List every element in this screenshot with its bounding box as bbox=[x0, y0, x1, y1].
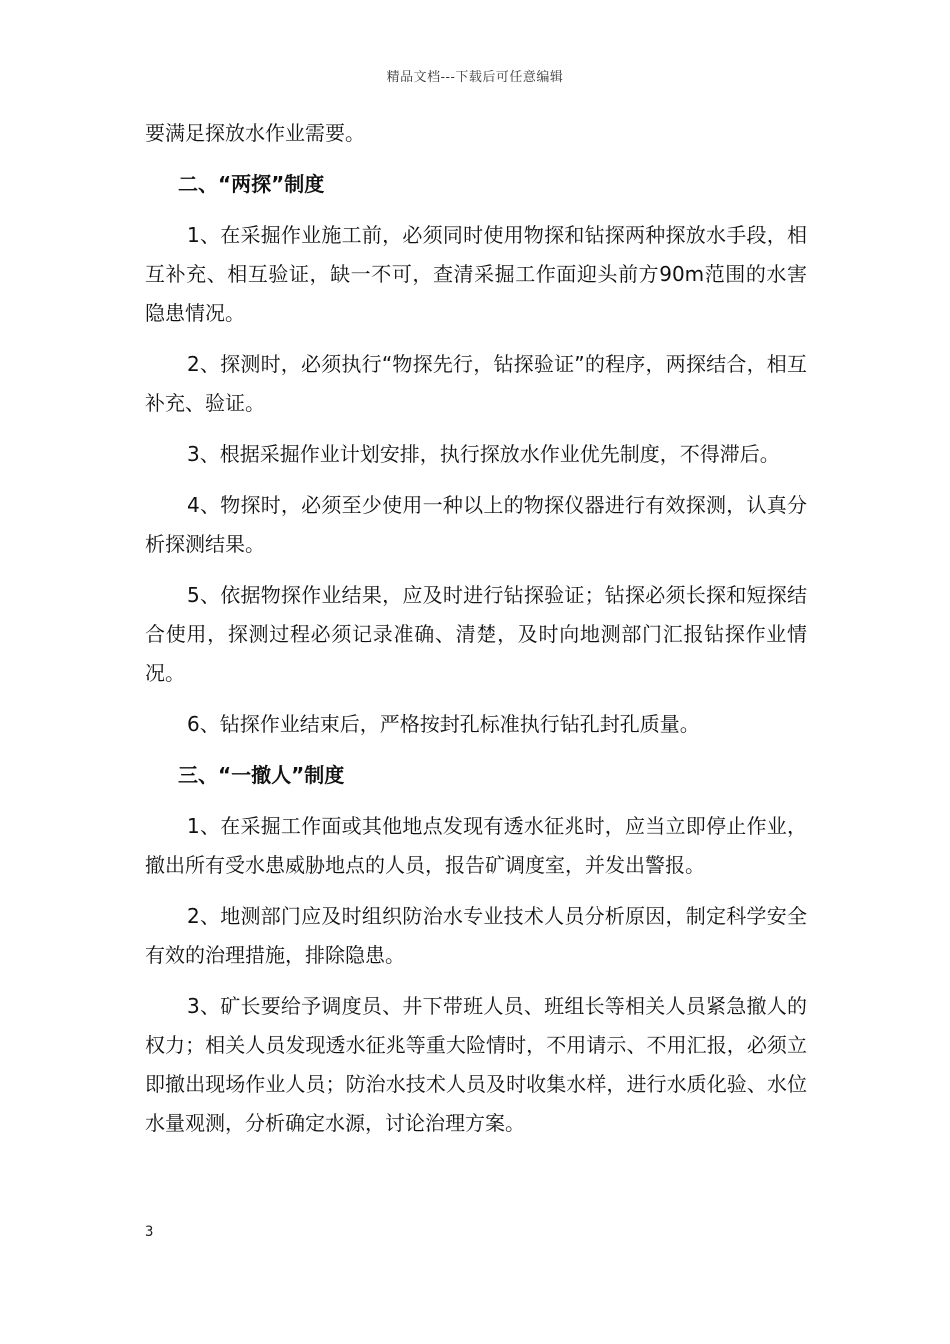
paragraph-3-3: 3、矿长要给予调度员、井下带班人员、班组长等相关人员紧急撤人的权力；相关人员发现透水征兆等重大险情时，不用请示、不用汇报，必须立即撤出现场作业人员；防治水技术人员及时收集水样，进行水质化验、水位水量观测，分析确定水源，讨论治理方案。 bbox=[145, 994, 807, 1135]
paragraph-2-5: 5、依据物探作业结果，应及时进行钻探验证；钻探必须长探和短探结合使用，探测过程必须记录准确、清楚，及时向地测部门汇报钻探作业情况。 bbox=[145, 583, 807, 685]
paragraph-2-1: 1、在采掘作业施工前，必须同时使用物探和钻探两种探放水手段，相互补充、相互验证，缺一不可，查清采掘工作面迎头前方90m范围的水害隐患情况。 bbox=[145, 223, 807, 325]
page-number: 3 bbox=[145, 1224, 154, 1240]
page-header: 精品文档---下载后可任意编辑 bbox=[386, 70, 564, 85]
section-heading-two-probes: 二、“两探”制度 bbox=[178, 172, 325, 196]
paragraph-3-2: 2、地测部门应及时组织防治水专业技术人员分析原因，制定科学安全有效的治理措施，排除隐患。 bbox=[145, 904, 807, 967]
section-heading-evacuation: 三、“一撤人”制度 bbox=[178, 763, 345, 787]
paragraph-2-3: 3、根据采掘作业计划安排，执行探放水作业优先制度，不得滞后。 bbox=[187, 442, 780, 466]
document-body bbox=[145, 114, 807, 1155]
paragraph-3-1: 1、在采掘工作面或其他地点发现有透水征兆时，应当立即停止作业，撤出所有受水患威胁地点的人员，报告矿调度室，并发出警报。 bbox=[145, 814, 807, 877]
paragraph-continuation: 要满足探放水作业需要。 bbox=[145, 121, 365, 145]
paragraph-2-6: 6、钻探作业结束后，严格按封孔标准执行钻孔封孔质量。 bbox=[187, 712, 700, 736]
paragraph-2-4: 4、物探时，必须至少使用一种以上的物探仪器进行有效探测，认真分析探测结果。 bbox=[145, 493, 807, 556]
paragraph-2-2: 2、探测时，必须执行“物探先行，钻探验证”的程序，两探结合，相互补充、验证。 bbox=[145, 352, 807, 415]
